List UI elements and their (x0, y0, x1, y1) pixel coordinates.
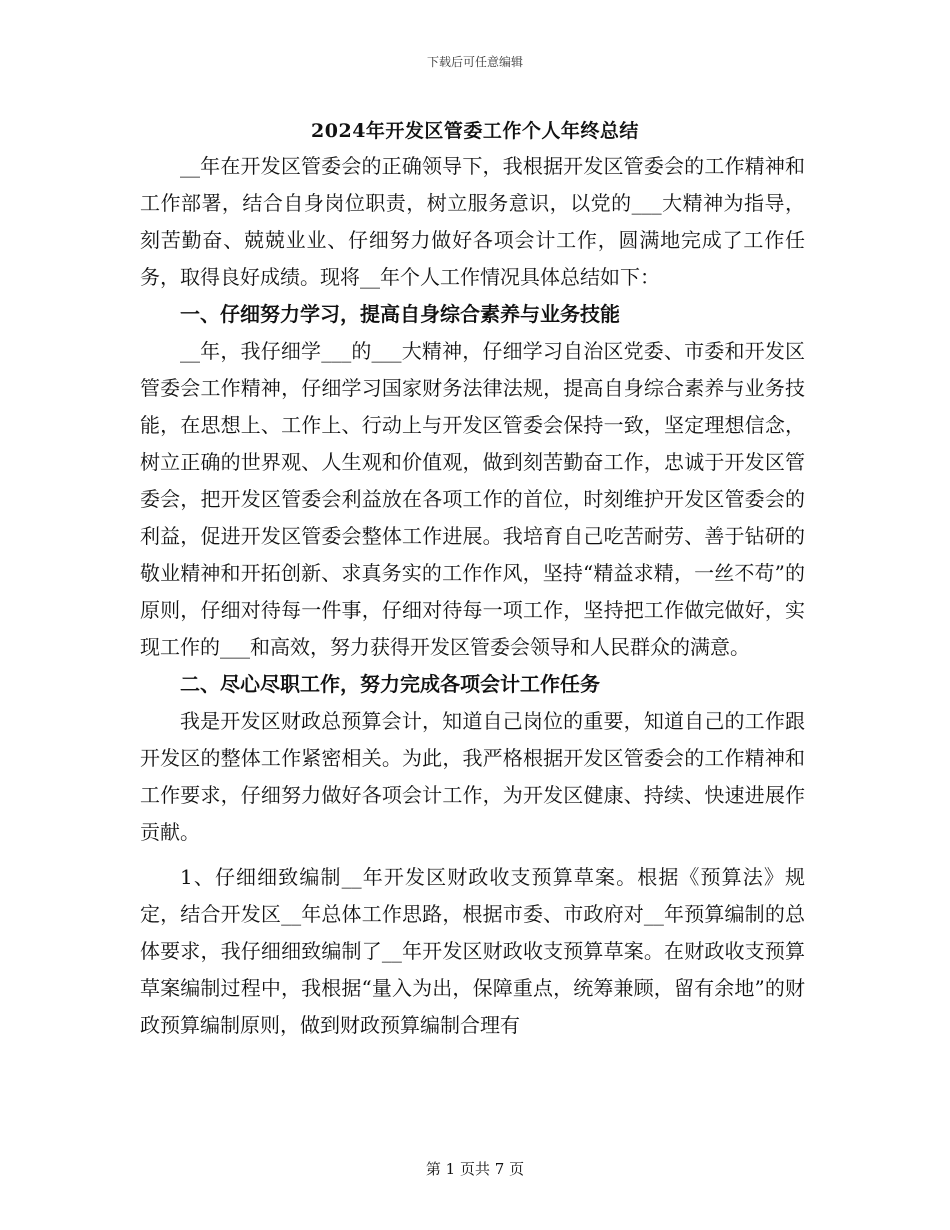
section-heading-1: 一、仔细努力学习，提高自身综合素养与业务技能 (180, 302, 620, 326)
document-body (140, 148, 805, 1044)
page-header-note: 下载后可任意编辑 (426, 55, 523, 69)
page-number: 第 1 页共 7 页 (425, 1160, 525, 1178)
section-heading-2: 二、尽心尽职工作，努力完成各项会计工作任务 (180, 672, 600, 696)
document-title: 2024年开发区管委工作个人年终总结 (311, 120, 639, 142)
section-1-paragraph: __年，我仔细学___的___大精神，仔细学习自治区党委、市委和开发区管委会工作精神，仔细学习国家财务法律法规，提高自身综合素养与业务技能，在思想上、工作上、行动上与开发区管委会保持一致，坚定理想信念，树立正确的世界观、人生观和价值观，做到刻苦勤奋工作，忠诚于开发区管委会，把开发区管委会利益放在各项工作的首位，时刻维护开发区管委会的利益，促进开发区管委会整体工作进展。我培育自己吃苦耐劳、善于钻研的敬业精神和开拓创新、求真务实的工作作风，坚持“精益求精，一丝不苟”的原则，仔细对待每一件事，仔细对待每一项工作，坚持把工作做完做好，实现工作的___和高效，努力获得开发区管委会领导和人民群众的满意。 (140, 339, 805, 659)
section-2-item-1-paragraph: 1、仔细细致编制__年开发区财政收支预算草案。根据《预算法》规定，结合开发区__年总体工作思路，根据市委、市政府对__年预算编制的总体要求，我仔细细致编制了__年开发区财政收支预算草案。在财政收支预算草案编制过程中，我根据“量入为出，保障重点，统筹兼顾，留有余地”的财政预算编制原则，做到财政预算编制合理有 (140, 865, 805, 1037)
intro-paragraph: __年在开发区管委会的正确领导下，我根据开发区管委会的工作精神和工作部署，结合自身岗位职责，树立服务意识，以党的___大精神为指导，刻苦勤奋、兢兢业业、仔细努力做好各项会计工作，圆满地完成了工作任务，取得良好成绩。现将__年个人工作情况具体总结如下： (140, 154, 805, 289)
section-2-paragraph: 我是开发区财政总预算会计，知道自己岗位的重要，知道自己的工作跟开发区的整体工作紧密相关。为此，我严格根据开发区管委会的工作精神和工作要求，仔细努力做好各项会计工作，为开发区健康、持续、快速进展作贡献。 (140, 709, 805, 844)
